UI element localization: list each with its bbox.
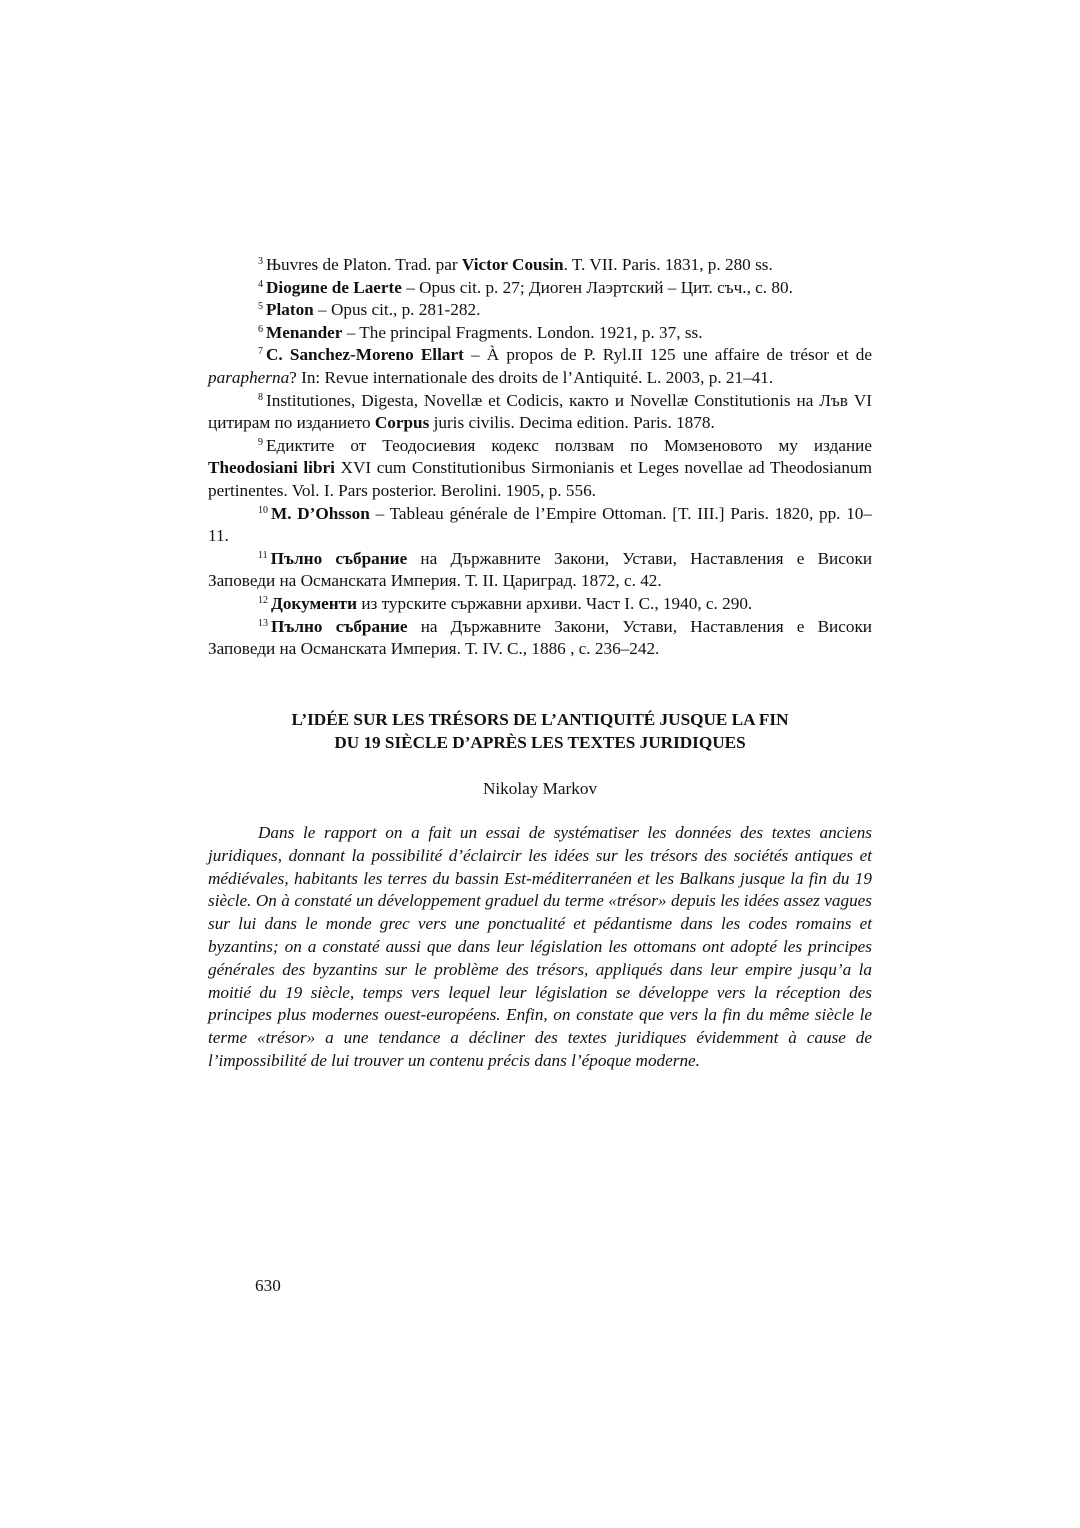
footnote-bold-text: Theodosiani libri <box>208 458 335 478</box>
footnote-text: на Държавните Закони, Устави, Наставления е Високи Заповеди на Османската Империя. Т. IV. С., 1886 , с. 236–242. <box>208 616 873 659</box>
footnote-number: 10 <box>258 504 268 516</box>
footnote-9 <box>208 435 872 503</box>
footnote-text: на Държавните Закони, Устави, Наставления е Високи Заповеди на Османската Империя. Т. II. Цариград. 1872, с. 42. <box>208 548 873 591</box>
article-title <box>208 708 872 754</box>
article-title-line-2: DU 19 SIÈCLE D’APRÈS LES TEXTES JURIDIQUES <box>334 733 746 752</box>
footnote-bold-text: Diogиne de Laerte <box>266 277 402 297</box>
footnote-bold-text: Victor Cousin <box>461 255 564 274</box>
footnote-bold-text: Menander <box>266 322 343 342</box>
footnote-bold-text: Документи <box>271 593 358 613</box>
footnote-number: 8 <box>258 391 263 403</box>
footnote-bold-text: Platon <box>266 300 314 320</box>
footnote-text: Едиктите от Теодосиевия кодекс ползвам по Момзеновото му издание <box>266 435 872 455</box>
footnote-11 <box>208 548 872 593</box>
footnote-text: XVI cum Constitutionibus Sirmonianis et Leges novellae ad Theodosianum pertinentes. Vol. I. Pars posterior. Berolini. 1905, p. 556. <box>208 458 872 500</box>
footnote-bold-text: Пълно събрание <box>270 548 408 568</box>
footnote-number: 5 <box>258 301 263 313</box>
article-author: Nikolay Markov <box>482 779 598 798</box>
footnote-10 <box>208 503 872 548</box>
footnote-6 <box>208 322 872 345</box>
footnote-number: 11 <box>258 549 268 561</box>
footnotes-section <box>208 254 872 661</box>
footnote-text: ? In: Revue internationale des droits de l’Antiquité. L. 2003, p. 21–41. <box>289 367 774 387</box>
footnote-7 <box>208 344 872 389</box>
footnote-bold-text: C. Sanchez-Moreno Ellart <box>266 345 464 365</box>
footnote-bold-text: M. D’Ohsson <box>271 503 370 523</box>
footnote-text: . T. VII. Paris. 1831, p. 280 ss. <box>563 255 773 274</box>
footnote-3 <box>208 254 872 277</box>
footnote-text: – Opus cit., p. 281-282. <box>313 300 481 320</box>
footnote-text: juris civilis. Decima edition. Paris. 1878. <box>429 413 715 433</box>
footnote-text: Њuvres de Platon. Trad. par <box>266 255 462 274</box>
footnote-12 <box>208 593 872 616</box>
footnote-text: из турските сържавни архиви. Част I. С., 1940, с. 290. <box>357 593 753 613</box>
footnote-bold-text: Пълно събрание <box>271 616 408 636</box>
footnote-text: – Opus cit. p. 27; Диоген Лаэртский – Цит. съч., с. 80. <box>401 277 793 297</box>
footnote-number: 7 <box>258 346 263 358</box>
footnote-number: 12 <box>258 594 268 606</box>
footnote-number: 6 <box>258 323 263 335</box>
article-title-line-1: L’IDÉE SUR LES TRÉSORS DE L’ANTIQUITÉ JUSQUE LA FIN <box>291 710 789 729</box>
page-number: 630 <box>255 1276 281 1295</box>
footnote-text: Institutiones, Digesta, Novellæ et Codicis, както и Novellæ Constitutionis на Лъв VI цитирам по изданието <box>208 390 872 433</box>
footnote-13 <box>208 616 872 661</box>
footnote-number: 13 <box>258 617 268 629</box>
footnote-number: 3 <box>258 256 263 267</box>
footnote-5 <box>208 299 872 322</box>
footnote-8 <box>208 390 872 435</box>
footnote-text: – The principal Fragments. London. 1921, p. 37, ss. <box>342 322 703 342</box>
footnote-italic-text: parapherna <box>208 367 290 387</box>
footnote-text: – À propos de P. Ryl.II 125 une affaire de trésor et de <box>463 345 872 365</box>
footnote-text: – Tableau générale de l’Empire Ottoman. [T. III.] Paris. 1820, pp. 10–11. <box>208 503 872 546</box>
footnote-4 <box>208 277 872 300</box>
footnote-number: 4 <box>258 278 263 290</box>
footnote-bold-text: Corpus <box>374 413 430 433</box>
footnote-number: 9 <box>258 436 263 448</box>
article-abstract: Dans le rapport on a fait un essai de systématiser les données des textes anciens juridiques, donnant la possibilité d’éclaircir les idées sur les trésors des sociétés antiques et médiévales, habitants les terres du bassin Est-méditerranéen et les Balkans jusque la fin du 19 siècle. On à constaté un développement graduel du terme «trésor» depuis les idées assez vagues sur lui dans le monde grec vers une ponctualité et pédantisme dans les codes romains et byzantins; on a constaté aussi que dans leur législation les ottomans ont adopté les principes générales des byzantins sur le problème des trésors, appliqués dans leur empire jusqu’a la moitié du 19 siècle, temps vers lequel leur législation se développe vers la réception des principes plus modernes ouest-européens. Enfin, on constate que vers la fin du même siècle le terme «trésor» a une tendance a décliner des textes juridiques évidemment à cause de l’impossibilité de lui trouver un contenu précis dans l’époque moderne. <box>208 823 872 1070</box>
